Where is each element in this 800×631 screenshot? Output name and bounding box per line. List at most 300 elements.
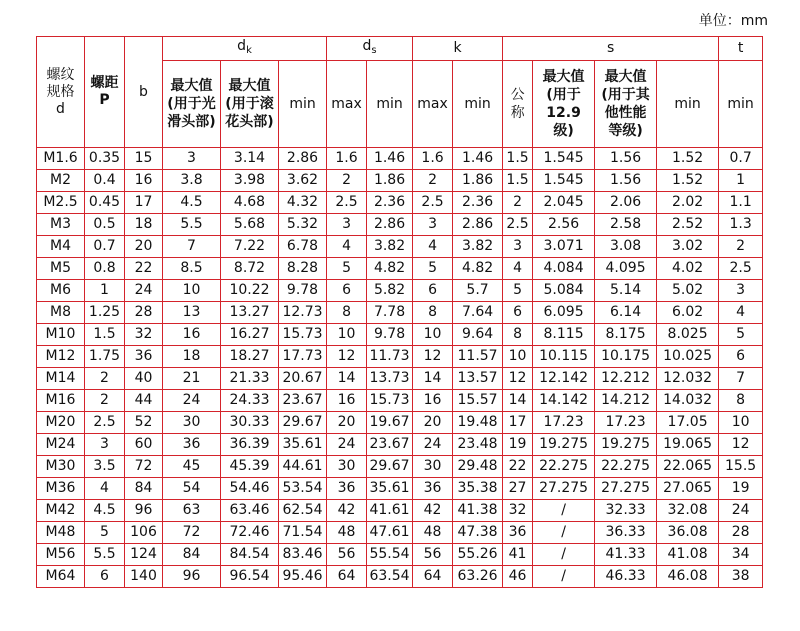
table-cell: 56: [327, 544, 367, 566]
table-cell: 1.56: [595, 170, 657, 192]
table-cell: 30: [413, 456, 453, 478]
table-cell: 5.02: [657, 280, 719, 302]
table-cell: M2: [37, 170, 85, 192]
table-cell: 12.212: [595, 368, 657, 390]
table-cell: M6: [37, 280, 85, 302]
table-row: [37, 544, 763, 566]
table-cell: 55.26: [453, 544, 503, 566]
table-cell: M56: [37, 544, 85, 566]
table-cell: 14: [413, 368, 453, 390]
table-cell: 16: [327, 390, 367, 412]
table-cell: 15.73: [367, 390, 413, 412]
table-cell: 95.46: [279, 566, 327, 588]
table-cell: 44: [125, 390, 163, 412]
table-cell: M1.6: [37, 148, 85, 170]
table-cell: 29.67: [367, 456, 413, 478]
table-cell: 28: [719, 522, 763, 544]
header-ds: $d_s$: [327, 37, 413, 61]
table-cell: 64: [413, 566, 453, 588]
header-k-min: min: [453, 61, 503, 148]
table-cell: 19: [503, 434, 533, 456]
table-cell: 27: [503, 478, 533, 500]
table-cell: 4.5: [163, 192, 221, 214]
table-cell: 1.25: [85, 302, 125, 324]
table-cell: 1.52: [657, 148, 719, 170]
table-cell: /: [533, 544, 595, 566]
table-cell: 23.48: [453, 434, 503, 456]
table-row: [37, 346, 763, 368]
table-cell: 15.57: [453, 390, 503, 412]
table-cell: 15: [125, 148, 163, 170]
table-cell: 3: [719, 280, 763, 302]
table-cell: 24: [413, 434, 453, 456]
table-cell: 12: [327, 346, 367, 368]
table-cell: 38: [719, 566, 763, 588]
table-cell: 16: [125, 170, 163, 192]
table-cell: 6: [327, 280, 367, 302]
table-cell: 2.5: [719, 258, 763, 280]
table-cell: 3: [327, 214, 367, 236]
table-cell: 0.7: [719, 148, 763, 170]
table-cell: 24: [163, 390, 221, 412]
table-cell: 9.64: [453, 324, 503, 346]
header-s-nominal: 公 称: [503, 61, 533, 148]
table-cell: 0.45: [85, 192, 125, 214]
table-cell: 2.06: [595, 192, 657, 214]
table-cell: 53.54: [279, 478, 327, 500]
table-cell: M48: [37, 522, 85, 544]
table-cell: M8: [37, 302, 85, 324]
table-cell: 84: [125, 478, 163, 500]
table-cell: 3.62: [279, 170, 327, 192]
header-t: t: [719, 37, 763, 61]
table-cell: 6: [85, 566, 125, 588]
table-cell: 54.46: [221, 478, 279, 500]
table-cell: M14: [37, 368, 85, 390]
table-cell: M3: [37, 214, 85, 236]
table-cell: 1.75: [85, 346, 125, 368]
table-cell: 41.33: [595, 544, 657, 566]
table-cell: M64: [37, 566, 85, 588]
table-cell: M16: [37, 390, 85, 412]
header-k-max: max: [413, 61, 453, 148]
table-cell: 14: [503, 390, 533, 412]
table-cell: 16.27: [221, 324, 279, 346]
table-cell: 1.6: [327, 148, 367, 170]
table-cell: 47.61: [367, 522, 413, 544]
table-cell: 1.5: [85, 324, 125, 346]
table-cell: 4: [719, 302, 763, 324]
table-cell: 16: [413, 390, 453, 412]
table-cell: 3.5: [85, 456, 125, 478]
table-cell: 2: [327, 170, 367, 192]
table-cell: 19.67: [367, 412, 413, 434]
table-cell: 32: [125, 324, 163, 346]
table-cell: 2.36: [453, 192, 503, 214]
table-cell: 7.64: [453, 302, 503, 324]
table-cell: 2.5: [503, 214, 533, 236]
table-cell: 63.26: [453, 566, 503, 588]
table-row: [37, 500, 763, 522]
table-cell: 3.82: [453, 236, 503, 258]
table-cell: 5: [85, 522, 125, 544]
table-cell: 1.545: [533, 170, 595, 192]
table-cell: 2.86: [279, 148, 327, 170]
table-cell: 10: [719, 412, 763, 434]
table-cell: 41.61: [367, 500, 413, 522]
table-cell: 1.545: [533, 148, 595, 170]
table-cell: 5.82: [367, 280, 413, 302]
table-row: [37, 368, 763, 390]
table-cell: 41.08: [657, 544, 719, 566]
table-cell: 2: [413, 170, 453, 192]
table-cell: 17: [125, 192, 163, 214]
table-cell: 4.82: [367, 258, 413, 280]
table-cell: 36: [413, 478, 453, 500]
table-cell: 32: [503, 500, 533, 522]
table-cell: 36: [503, 522, 533, 544]
table-cell: 12.032: [657, 368, 719, 390]
table-cell: 10: [163, 280, 221, 302]
table-cell: 52: [125, 412, 163, 434]
table-cell: 34: [719, 544, 763, 566]
table-cell: 17.73: [279, 346, 327, 368]
table-cell: 35.61: [367, 478, 413, 500]
unit-label: 单位：mm: [698, 13, 768, 29]
table-cell: 84: [163, 544, 221, 566]
table-cell: 22.275: [595, 456, 657, 478]
table-cell: 21.33: [221, 368, 279, 390]
table-cell: 4.68: [221, 192, 279, 214]
table-cell: 27.065: [657, 478, 719, 500]
table-cell: 9.78: [367, 324, 413, 346]
table-cell: 4.084: [533, 258, 595, 280]
table-cell: 41.38: [453, 500, 503, 522]
table-cell: 2.36: [367, 192, 413, 214]
table-cell: 8.025: [657, 324, 719, 346]
table-cell: 24: [327, 434, 367, 456]
table-cell: 54: [163, 478, 221, 500]
table-cell: 16: [163, 324, 221, 346]
table-cell: 1.52: [657, 170, 719, 192]
table-cell: 62.54: [279, 500, 327, 522]
table-cell: 5: [719, 324, 763, 346]
table-cell: 8: [413, 302, 453, 324]
table-cell: 20: [413, 412, 453, 434]
table-cell: 18.27: [221, 346, 279, 368]
table-cell: 4.32: [279, 192, 327, 214]
table-cell: 8.175: [595, 324, 657, 346]
table-cell: 15.73: [279, 324, 327, 346]
table-cell: 41: [503, 544, 533, 566]
table-cell: 5.14: [595, 280, 657, 302]
table-cell: 124: [125, 544, 163, 566]
table-cell: 55.54: [367, 544, 413, 566]
table-cell: 45.39: [221, 456, 279, 478]
table-cell: 14: [327, 368, 367, 390]
table-cell: 24.33: [221, 390, 279, 412]
table-cell: 2.045: [533, 192, 595, 214]
table-cell: 8.28: [279, 258, 327, 280]
table-cell: 46.33: [595, 566, 657, 588]
table-cell: 24: [719, 500, 763, 522]
table-cell: 2.86: [367, 214, 413, 236]
table-cell: 36: [327, 478, 367, 500]
table-cell: M30: [37, 456, 85, 478]
table-cell: 5.084: [533, 280, 595, 302]
table-cell: 83.46: [279, 544, 327, 566]
table-cell: 96.54: [221, 566, 279, 588]
table-cell: 46: [503, 566, 533, 588]
table-cell: 23.67: [367, 434, 413, 456]
table-cell: 13: [163, 302, 221, 324]
table-cell: 140: [125, 566, 163, 588]
table-cell: 15.5: [719, 456, 763, 478]
table-cell: 20: [327, 412, 367, 434]
screw-dimension-table: [36, 36, 763, 588]
table-cell: 14.032: [657, 390, 719, 412]
table-cell: 5.7: [453, 280, 503, 302]
table-cell: 4: [85, 478, 125, 500]
table-cell: 13.57: [453, 368, 503, 390]
table-cell: 63: [163, 500, 221, 522]
table-cell: 22.275: [533, 456, 595, 478]
table-cell: 2.02: [657, 192, 719, 214]
table-cell: 23.67: [279, 390, 327, 412]
table-cell: 24: [125, 280, 163, 302]
table-cell: 35.61: [279, 434, 327, 456]
table-cell: 56: [413, 544, 453, 566]
header-spec: 螺纹 规格 d: [37, 37, 85, 148]
table-cell: 4.5: [85, 500, 125, 522]
table-cell: 63.46: [221, 500, 279, 522]
table-cell: 29.67: [279, 412, 327, 434]
table-row: [37, 170, 763, 192]
table-cell: 3.8: [163, 170, 221, 192]
table-cell: 14.212: [595, 390, 657, 412]
table-cell: 84.54: [221, 544, 279, 566]
table-cell: 3.02: [657, 236, 719, 258]
table-cell: M42: [37, 500, 85, 522]
table-cell: 2.5: [85, 412, 125, 434]
table-cell: 0.7: [85, 236, 125, 258]
table-row: [37, 258, 763, 280]
table-cell: 12: [413, 346, 453, 368]
table-cell: 6.78: [279, 236, 327, 258]
table-cell: 18: [125, 214, 163, 236]
table-cell: 10.115: [533, 346, 595, 368]
table-cell: 18: [163, 346, 221, 368]
table-cell: 3.98: [221, 170, 279, 192]
table-cell: 1.46: [367, 148, 413, 170]
table-cell: 29.48: [453, 456, 503, 478]
table-cell: M20: [37, 412, 85, 434]
table-cell: 12.142: [533, 368, 595, 390]
table-cell: 6: [503, 302, 533, 324]
table-row: [37, 192, 763, 214]
table-cell: 2.58: [595, 214, 657, 236]
table-row: [37, 280, 763, 302]
table-cell: 12: [719, 434, 763, 456]
table-cell: /: [533, 522, 595, 544]
table-cell: 36: [163, 434, 221, 456]
table-cell: 10.22: [221, 280, 279, 302]
table-cell: 22: [125, 258, 163, 280]
table-cell: 30: [163, 412, 221, 434]
table-cell: 10: [503, 346, 533, 368]
table-row: [37, 148, 763, 170]
table-cell: 3: [163, 148, 221, 170]
table-cell: 6.14: [595, 302, 657, 324]
table-cell: 20.67: [279, 368, 327, 390]
table-row: [37, 214, 763, 236]
table-cell: 40: [125, 368, 163, 390]
table-row: [37, 390, 763, 412]
table-cell: 17.05: [657, 412, 719, 434]
table-cell: M10: [37, 324, 85, 346]
table-cell: 2.56: [533, 214, 595, 236]
table-cell: 5.32: [279, 214, 327, 236]
table-cell: 11.57: [453, 346, 503, 368]
table-cell: 47.38: [453, 522, 503, 544]
table-cell: 7.78: [367, 302, 413, 324]
table-cell: 4: [503, 258, 533, 280]
table-cell: 42: [413, 500, 453, 522]
table-cell: 5: [503, 280, 533, 302]
table-cell: 11.73: [367, 346, 413, 368]
table-cell: 10: [327, 324, 367, 346]
table-cell: 1.1: [719, 192, 763, 214]
table-cell: 10.175: [595, 346, 657, 368]
table-cell: 1.86: [453, 170, 503, 192]
table-cell: M5: [37, 258, 85, 280]
table-row: [37, 434, 763, 456]
table-cell: 10: [413, 324, 453, 346]
table-cell: 4: [413, 236, 453, 258]
table-cell: 72: [125, 456, 163, 478]
table-cell: 3: [503, 236, 533, 258]
table-cell: 2: [85, 368, 125, 390]
table-cell: 4.095: [595, 258, 657, 280]
table-cell: 2.5: [413, 192, 453, 214]
table-cell: M36: [37, 478, 85, 500]
table-cell: 21: [163, 368, 221, 390]
table-cell: M4: [37, 236, 85, 258]
table-cell: 1.86: [367, 170, 413, 192]
table-cell: 3.071: [533, 236, 595, 258]
table-cell: 17.23: [595, 412, 657, 434]
table-cell: 36: [125, 346, 163, 368]
table-cell: 19.48: [453, 412, 503, 434]
table-cell: 48: [327, 522, 367, 544]
header-s-max-129: 最大值 (用于 12.9 级): [533, 61, 595, 148]
table-cell: 8.5: [163, 258, 221, 280]
table-cell: 64: [327, 566, 367, 588]
table-cell: 14.142: [533, 390, 595, 412]
table-row: [37, 566, 763, 588]
table-cell: 1: [719, 170, 763, 192]
table-cell: 8: [719, 390, 763, 412]
header-dk-max-knurl: 最大值 (用于滚 花头部): [221, 61, 279, 148]
table-cell: 1.5: [503, 170, 533, 192]
table-cell: 0.5: [85, 214, 125, 236]
table-cell: 27.275: [533, 478, 595, 500]
table-cell: 12.73: [279, 302, 327, 324]
table-cell: 6.02: [657, 302, 719, 324]
header-s-max-other: 最大值 (用于其 他性能 等级): [595, 61, 657, 148]
table-cell: 17: [503, 412, 533, 434]
table-cell: 42: [327, 500, 367, 522]
table-cell: 30.33: [221, 412, 279, 434]
table-cell: 60: [125, 434, 163, 456]
table-cell: 96: [163, 566, 221, 588]
table-cell: 5: [413, 258, 453, 280]
header-t-min: min: [719, 61, 763, 148]
table-cell: 8.115: [533, 324, 595, 346]
table-cell: 71.54: [279, 522, 327, 544]
table-cell: 6: [413, 280, 453, 302]
table-cell: 36.33: [595, 522, 657, 544]
table-cell: 2: [719, 236, 763, 258]
table-cell: 45: [163, 456, 221, 478]
table-cell: 7: [719, 368, 763, 390]
table-cell: 8.72: [221, 258, 279, 280]
table-cell: M2.5: [37, 192, 85, 214]
table-cell: 4: [327, 236, 367, 258]
table-cell: 10.025: [657, 346, 719, 368]
table-row: [37, 456, 763, 478]
table-cell: 72: [163, 522, 221, 544]
table-cell: 3: [413, 214, 453, 236]
table-row: [37, 522, 763, 544]
table-cell: 63.54: [367, 566, 413, 588]
table-cell: 19: [719, 478, 763, 500]
table-cell: 28: [125, 302, 163, 324]
header-ds-min: min: [367, 61, 413, 148]
table-cell: 5: [327, 258, 367, 280]
table-cell: 3.08: [595, 236, 657, 258]
table-cell: 22: [503, 456, 533, 478]
table-cell: 1.3: [719, 214, 763, 236]
table-row: [37, 412, 763, 434]
table-cell: 7: [163, 236, 221, 258]
table-cell: 30: [327, 456, 367, 478]
header-pitch: 螺距 P: [85, 37, 125, 148]
table-cell: 2.52: [657, 214, 719, 236]
table-cell: 13.73: [367, 368, 413, 390]
table-cell: 0.35: [85, 148, 125, 170]
table-cell: 32.08: [657, 500, 719, 522]
table-row: [37, 324, 763, 346]
table-cell: 44.61: [279, 456, 327, 478]
table-cell: 5.5: [85, 544, 125, 566]
table-cell: 2: [503, 192, 533, 214]
table-cell: 12: [503, 368, 533, 390]
table-cell: M12: [37, 346, 85, 368]
header-row-1: [37, 37, 763, 61]
table-cell: 4.82: [453, 258, 503, 280]
table-cell: 1.5: [503, 148, 533, 170]
table-cell: /: [533, 566, 595, 588]
table-cell: 2: [85, 390, 125, 412]
table-row: [37, 236, 763, 258]
table-cell: 13.27: [221, 302, 279, 324]
table-cell: 27.275: [595, 478, 657, 500]
table-cell: 72.46: [221, 522, 279, 544]
table-cell: 48: [413, 522, 453, 544]
table-cell: 5.68: [221, 214, 279, 236]
table-cell: M24: [37, 434, 85, 456]
